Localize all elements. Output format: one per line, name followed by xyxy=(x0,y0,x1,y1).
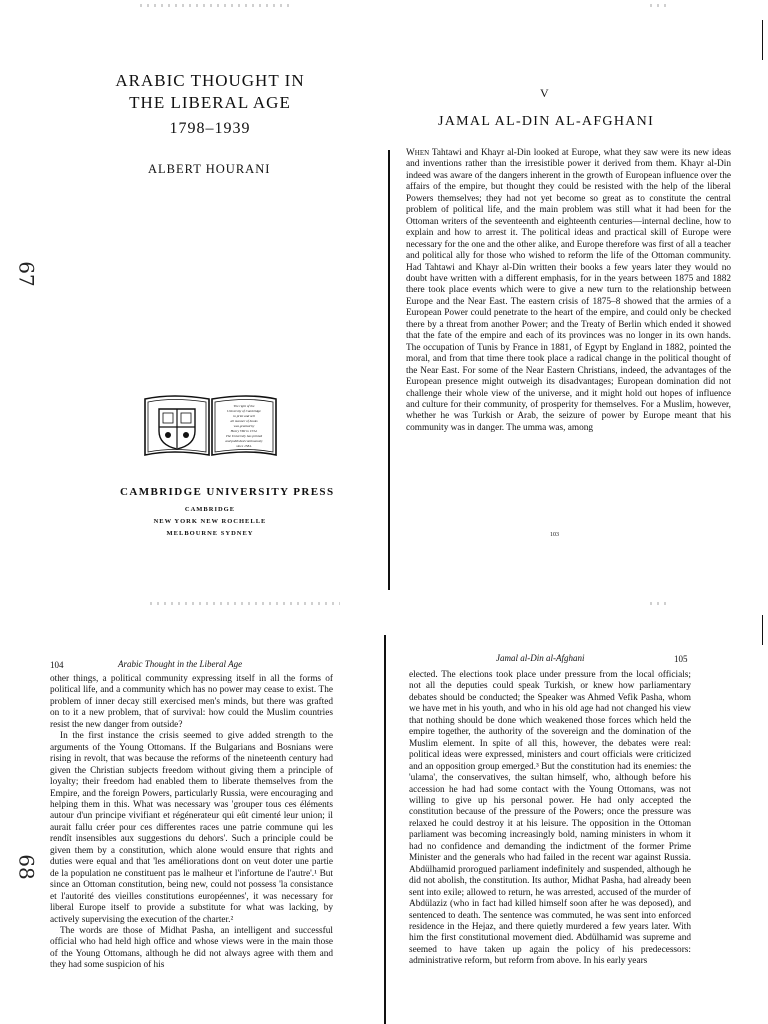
running-head-104: Arabic Thought in the Liberal Age xyxy=(118,659,243,669)
page-104-paragraph: other things, a political community expressing itself in all the forms of political life, and a community which has no power may cease to exist. The problem of inner decay still exercised men's minds, but there was grafted on to it a new problem, that of survival: how could the Muslim countries resist the new danger from outside? xyxy=(50,674,333,730)
emblem-line: The right of the xyxy=(233,404,255,408)
emblem-line: University of Cambridge xyxy=(227,409,261,413)
emblem-line: The University has printed xyxy=(225,434,263,438)
page-104-paragraph: The words are those of Midhat Pasha, an intelligent and successful official who had held high office and whose views were in the main those of the Young Ottomans, although he did not always agree with them and they had some suspicion of his xyxy=(50,925,333,971)
page-104-body xyxy=(50,674,333,972)
publisher-name: CAMBRIDGE UNIVERSITY PRESS xyxy=(120,486,335,498)
emblem-line: Henry VIII in 1534. xyxy=(230,429,258,433)
chapter-body-text: Tahtawi and Khayr al-Din looked at Europe, what they saw were its new ideas and inventions rather than the irresistible power it derived from them. Khayr al-Din indeed was aware of the dangers inherent in the growth of European influence over the affairs of the empire, but thought they could be resisted with the help of the liberal Powers themselves; they had not yet become so great as to constitute the central problem of political life, and the main problem was still what it had been for the Ottoman writers of the seventeenth and eighteenth centuries—internal decline, how to explain and how to arrest it. The political ideas and practical skill of Europe were necessary for the one and the other alike, and Europe therefore was first of all a teacher and political ally for those who wished to reform the life of the Ottoman community. Had Tahtawi and Khayr al-Din written their books a few years later they would no doubt have written with a different emphasis, for in the years between 1875 and 1882 there took place events which were to give a new turn to the relationship between Europe and the Near East. The eastern crisis of 1875–8 showed that the armies of a European Power could penetrate to the heart of the empire, and could only be checked there by a threat from another Power; and the Treaty of Berlin which ended it showed that the fate of the empire and each of its provinces was no longer in its own hands. The occupation of Tunis by France in 1881, of Egypt by England in 1882, pointed the moral, and from that time there took place a radical change in the political thought of the Near East. For some of the Near Eastern Christians, indeed, the advantages of the European presence might outweigh its disadvantages; European domination did not challenge their whole view of the universe, and it might hold out hopes of influence and culture for their community, of prosperity for themselves. For a Muslim, however, whether he was Turkish or Arab, the seizure of power by Europe meant that his community was in danger. The umma was, among xyxy=(406,148,731,433)
emblem-line: all manner of books xyxy=(230,419,258,423)
imprint-line-3: MELBOURNE SYDNEY xyxy=(166,530,254,537)
page-105 xyxy=(384,600,768,1024)
side-page-number-upper: 67 xyxy=(14,261,39,287)
book-title-line-2: THE LIBERAL AGE xyxy=(129,93,291,112)
title-page xyxy=(0,0,384,600)
page-104-paragraph: In the first instance the crisis seemed to give added strength to the arguments of the Young Ottomans. If the Bulgarians and Bosnians were rising in revolt, that was because the reforms of the nineteenth century had given the Christian subjects freedom without giving them a principle of loyalty; their freedom had enabled them to liberate themselves from the Empire, and the foreign Powers, particularly Russia, were encouraging and helping them in this. What was necessary was 'grouper tous ces éléments autour d'un principe vivifiant et régénerateur qui eût cimenté leur union; il aurait fallu créer pour ces differentes races une patrie commune qui les rendît insensibles aux suggestions du dehors'. Such a principle could be given them by a constitution, which alone would ensure that rights and duties were equal and that 'les améliorations dont on veut doter une partie de la population ne constituent pas le malheur et l'infortune de l'autre'.¹ But since an Ottoman constitution, being new, could not possess 'la consistance et l'autorité des vieilles constitutions européennes', it was necessary for liberal Europe itself to provide a substitute for what was lacking, by actively supervising the execution of the charter.² xyxy=(50,731,333,925)
emblem-line: and published continuously xyxy=(225,439,263,443)
chapter-page xyxy=(384,0,768,600)
book-title-line-1: ARABIC THOUGHT IN xyxy=(115,71,305,90)
side-page-number-lower: 68 xyxy=(14,854,39,880)
running-head-105: Jamal al-Din al-Afghani xyxy=(496,653,585,663)
chapter-dropword: When xyxy=(406,148,430,158)
page-number-105: 105 xyxy=(674,654,688,664)
chapter-body xyxy=(406,148,731,434)
book-title-years: 1798–1939 xyxy=(169,120,251,137)
chapter-title: JAMAL AL-DIN AL-AFGHANI xyxy=(438,114,655,129)
imprint-line-2: NEW YORK NEW ROCHELLE xyxy=(153,518,267,525)
emblem-line: to print and sell xyxy=(233,414,255,418)
page-folio-103: 103 xyxy=(550,532,559,538)
page-105-body xyxy=(409,670,691,968)
page-number-104: 104 xyxy=(50,660,64,670)
page-104 xyxy=(0,600,384,1024)
emblem-line: was granted by xyxy=(233,424,255,428)
emblem-line: since 1584. xyxy=(236,444,252,448)
page-105-paragraph: elected. The elections took place under pressure from the local officials; not all the deputies could speak Turkish, or knew how parliamentary debates should be conducted; the Speaker was Ahmed Vefik Pasha, whom we have met in his youth, and who in his old age had not changed his view that nothing should be done which weakened those forces which held the empire together, the authority of the sovereign and the domination of the Muslim element. In spite of all this, however, the debates were real: political ideas were expressed, ministers and court officials were criticized and an opposition group emerged.³ But the constitution had its enemies: the 'ulama', the conservatives, the sultan himself, who, although before his accession he had had some contact with the Young Ottomans, was not willing to give up his personal power. He had only accepted the constitution because of the pressure of the Powers; once the pressure was relaxed he could destroy it at his leisure. The opposition in the Ottoman parliament was becoming increasingly bold, naming ministers in whom it had no confidence and demanding the indictment of the former Prime Minister and the generals who had failed in the recent war against Russia. Abdülhamid prorogued parliament indefinitely and suspended, although he did not abolish, the constitution. Its author, Midhat Pasha, had already been sent into exile; allowed to return, he was arrested, accused of the murder of Abdülaziz (who in fact had killed himself soon after he was deposed), and sentenced to death. The sentence was commuted, he was sent into enforced residence in the Hejaz, and there quietly murdered a few years later. With him the first constitutional movement died. Abdülhamid was supreme and seemed to have taken up again the policy of his predecessors: administrative reform, but reform from above. In his early years xyxy=(409,670,691,967)
author-name: ALBERT HOURANI xyxy=(148,162,271,176)
imprint-line-1: CAMBRIDGE xyxy=(184,506,236,513)
cambridge-press-emblem xyxy=(143,393,278,458)
chapter-number: V xyxy=(540,86,549,100)
